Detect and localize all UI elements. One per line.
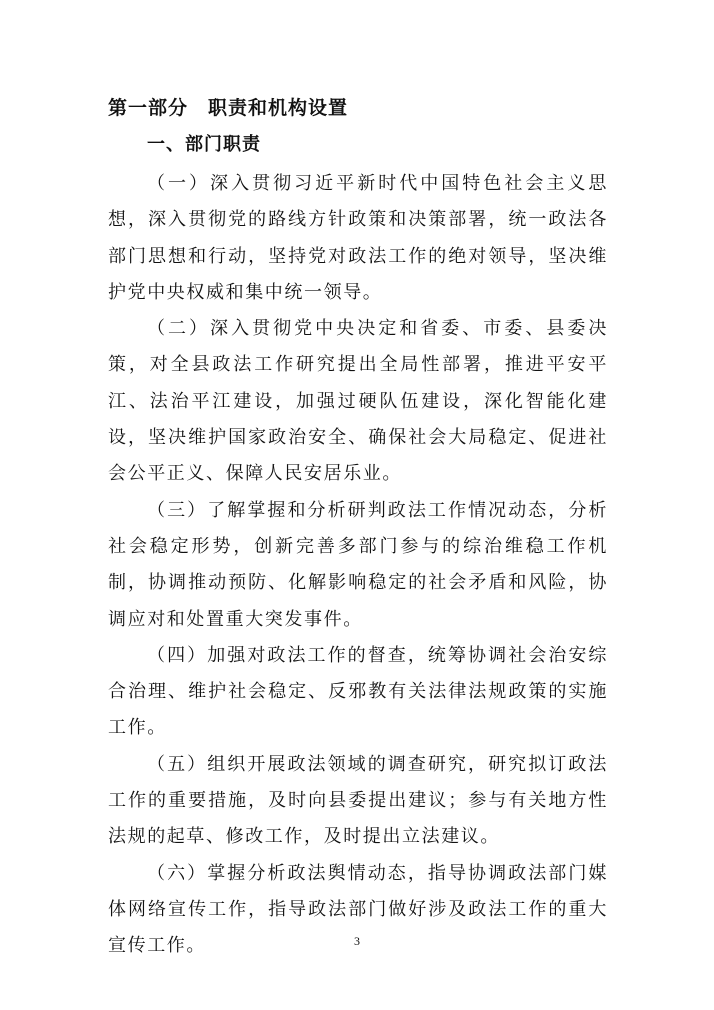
paragraph-duty-5: （五）组织开展政法领域的调查研究，研究拟订政法工作的重要措施，及时向县委提出建议；参与有关地方性法规的起草、修改工作，及时提出立法建议。: [108, 753, 608, 848]
paragraph-duty-4: （四）加强对政法工作的督查，统筹协调社会治安综合治理、维护社会稳定、反邪教有关法律法规政策的实施工作。: [108, 644, 608, 739]
section-title: 一、部门职责: [147, 134, 261, 155]
paragraph-duty-6: （六）掌握分析政法舆情动态，指导协调政法部门媒体网络宣传工作，指导政法部门做好涉及政法工作的重大宣传工作。: [108, 862, 608, 957]
paragraph-duty-1: （一）深入贯彻习近平新时代中国特色社会主义思想，深入贯彻党的路线方针政策和决策部署，统一政法各部门思想和行动，坚持党对政法工作的绝对领导，坚决维护党中央权威和集中统一领导。: [108, 173, 608, 303]
paragraph-duty-3: （三）了解掌握和分析研判政法工作情况动态，分析社会稳定形势，创新完善多部门参与的综治维稳工作机制，协调推动预防、化解影响稳定的社会矛盾和风险，协调应对和处置重大突发事件。: [108, 499, 608, 630]
paragraph-duty-2: （二）深入贯彻党中央决定和省委、市委、县委决策，对全县政法工作研究提出全局性部署，推进平安平江、法治平江建设，加强过硬队伍建设，深化智能化建设，坚决维护国家政治安全、确保社会大局稳定、促进社会公平正义、保障人民安居乐业。: [108, 318, 608, 485]
page-number: 3: [354, 934, 360, 948]
document-body: [108, 166, 608, 965]
part-title: 第一部分 职责和机构设置: [108, 97, 349, 119]
